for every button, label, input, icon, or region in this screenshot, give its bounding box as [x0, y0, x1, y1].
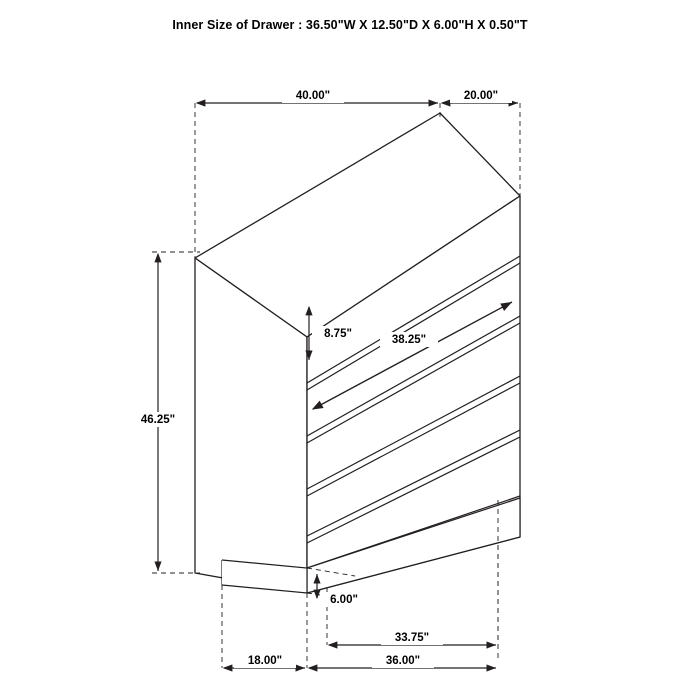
dimension-top-depth	[442, 88, 518, 103]
dimension-label-top-width: 40.00"	[295, 90, 331, 102]
dimension-top-width	[197, 88, 438, 103]
dimension-label-base-depth: 18.00"	[247, 655, 283, 667]
page-title: Inner Size of Drawer : 36.50"W X 12.50"D X 6.00"H X 0.50"T	[172, 18, 528, 32]
dimension-base-depth	[224, 653, 305, 668]
dimension-base-width	[309, 653, 496, 668]
dimension-label-overall-height: 46.25"	[140, 414, 176, 426]
dimension-label-top-depth: 20.00"	[463, 90, 499, 102]
dimension-label-drawer-width: 38.25"	[391, 334, 427, 346]
dimension-inner-width	[329, 630, 496, 645]
dimension-label-inner-width: 33.75"	[394, 632, 430, 644]
dimension-label-base-width: 36.00"	[385, 655, 421, 667]
dimension-overall-height	[127, 254, 189, 571]
dimension-label-toe-kick: 6.00"	[330, 594, 358, 606]
dimension-label-drawer-height: 8.75"	[324, 328, 352, 340]
